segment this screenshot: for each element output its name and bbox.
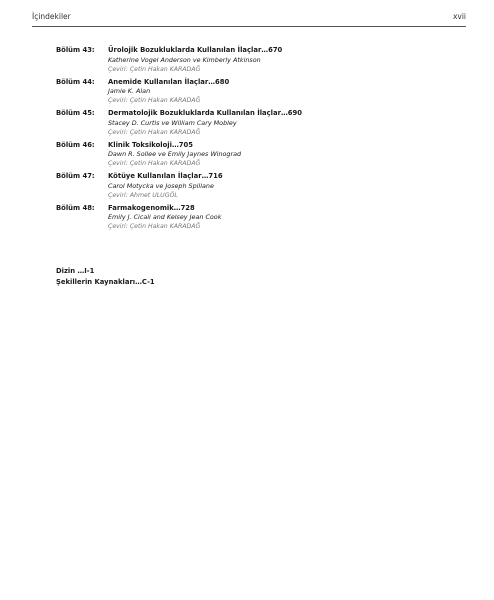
chapter-translator: Çeviri: Çetin Hakan KARADAĞ bbox=[108, 160, 201, 168]
chapter-title: Kötüye Kullanılan İlaçlar…716 bbox=[108, 172, 223, 180]
chapter-translator: Çeviri: Çetin Hakan KARADAĞ bbox=[108, 97, 201, 105]
chapter-translator: Çeviri: Çetin Hakan KARADAĞ bbox=[108, 223, 201, 231]
toc-entry-chapter-45 bbox=[56, 109, 456, 137]
back-matter bbox=[56, 266, 155, 288]
toc-entry-chapter-46 bbox=[56, 141, 456, 169]
chapter-details bbox=[108, 78, 456, 106]
chapter-title: Klinik Toksikoloji…705 bbox=[108, 140, 193, 149]
chapter-translator: Çeviri: Çetin Hakan KARADAĞ bbox=[108, 128, 201, 136]
running-header bbox=[32, 12, 466, 27]
chapter-number: Bölüm 43: bbox=[56, 46, 95, 54]
chapter-details bbox=[108, 109, 456, 137]
chapter-details bbox=[108, 46, 456, 74]
table-of-contents bbox=[56, 46, 456, 235]
chapter-title: Dermatolojik Bozukluklarda Kullanılan İlaçlar…690 bbox=[108, 109, 302, 117]
toc-entry-chapter-48 bbox=[56, 204, 456, 232]
chapter-number: Bölüm 45: bbox=[56, 109, 95, 117]
toc-entry-chapter-44 bbox=[56, 78, 456, 106]
header-title: İçindekiler bbox=[32, 12, 71, 21]
chapter-authors: Carol Motycka ve Joseph Spillane bbox=[108, 181, 214, 190]
page-number: xvii bbox=[452, 12, 466, 21]
chapter-number: Bölüm 48: bbox=[56, 203, 95, 212]
chapter-number: Bölüm 44: bbox=[56, 77, 95, 86]
index-entry: Dizin …I-1 bbox=[56, 267, 95, 275]
chapter-authors: Emily J. Cicali and Kelsey Jean Cook bbox=[108, 213, 222, 222]
chapter-authors: Stacey D. Curtis ve William Cary Mobley bbox=[108, 118, 237, 127]
chapter-details bbox=[108, 172, 456, 200]
chapter-number: Bölüm 47: bbox=[56, 172, 95, 180]
chapter-title: Anemide Kullanılan İlaçlar…680 bbox=[108, 77, 230, 86]
chapter-authors: Katherine Vogel Anderson ve Kimberly Atkinson bbox=[108, 55, 261, 64]
chapter-details bbox=[108, 204, 456, 232]
chapter-number: Bölüm 46: bbox=[56, 140, 95, 149]
toc-entry-chapter-47 bbox=[56, 172, 456, 200]
chapter-title: Farmakogenomik…728 bbox=[108, 203, 195, 212]
chapter-translator: Çeviri: Çetin Hakan KARADAĞ bbox=[108, 65, 201, 73]
figure-sources-entry: Şekillerin Kaynakları…C-1 bbox=[56, 278, 155, 286]
toc-entry-chapter-43 bbox=[56, 46, 456, 74]
chapter-details bbox=[108, 141, 456, 169]
chapter-translator: Çeviri: Ahmet ULUGÖL bbox=[108, 191, 178, 199]
chapter-title: Ürolojik Bozukluklarda Kullanılan İlaçlar…670 bbox=[108, 46, 283, 54]
chapter-authors: Dawn R. Sollee ve Emily Jaynes Winograd bbox=[108, 150, 242, 159]
chapter-authors: Jamie K. Alan bbox=[108, 87, 151, 96]
